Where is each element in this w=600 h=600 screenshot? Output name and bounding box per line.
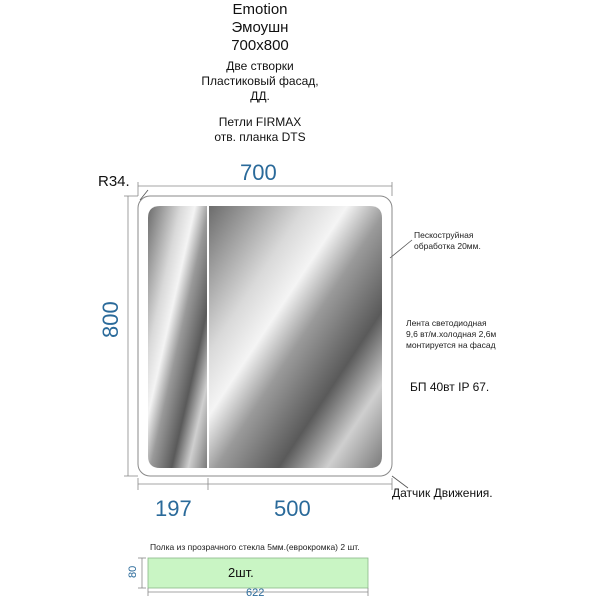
product-title: Emotion (232, 1, 288, 18)
led-note-line: Лента светодиодная (406, 318, 487, 328)
spec-dd: ДД. (250, 89, 270, 103)
left-mirror-door (148, 206, 207, 468)
right-mirror-door (209, 206, 382, 468)
left-door-label: 197 (155, 496, 192, 521)
sandblast-note-line: обработка 20мм. (414, 241, 481, 251)
product-subtitle: Эмоушн (231, 19, 289, 36)
spec-hinges: Петли FIRMAX (218, 115, 302, 129)
led-note (406, 318, 496, 351)
led-note-line: монтируется на фасад (406, 340, 496, 350)
right-door-label: 500 (274, 496, 311, 521)
shelf-caption: Полка из прозрачного стекла 5мм.(еврокромка) 2 шт. (150, 542, 360, 552)
product-size: 700x800 (231, 37, 289, 54)
height-label: 800 (98, 301, 123, 338)
shelf-count-label: 2шт. (228, 565, 254, 580)
sandblast-leader (390, 240, 412, 258)
sandblast-note (414, 230, 481, 252)
shelf-depth-label: 80 (127, 565, 139, 578)
shelf-length-label: 622 (246, 587, 265, 599)
spec-doors: Две створки (226, 59, 294, 73)
spec-strike-plate: отв. планка DTS (214, 130, 306, 144)
width-label: 700 (240, 160, 277, 185)
sensor-note: Датчик Движения. (392, 486, 493, 500)
glass-shelf (148, 558, 368, 588)
led-note-line: 9,6 вт/м.холодная 2,6м (406, 329, 497, 339)
sandblast-note-line: Пескоструйная (414, 230, 474, 240)
spec-facade: Пластиковый фасад, (201, 74, 319, 88)
radius-label: R34. (98, 173, 130, 190)
psu-note: БП 40вт IP 67. (410, 380, 490, 394)
